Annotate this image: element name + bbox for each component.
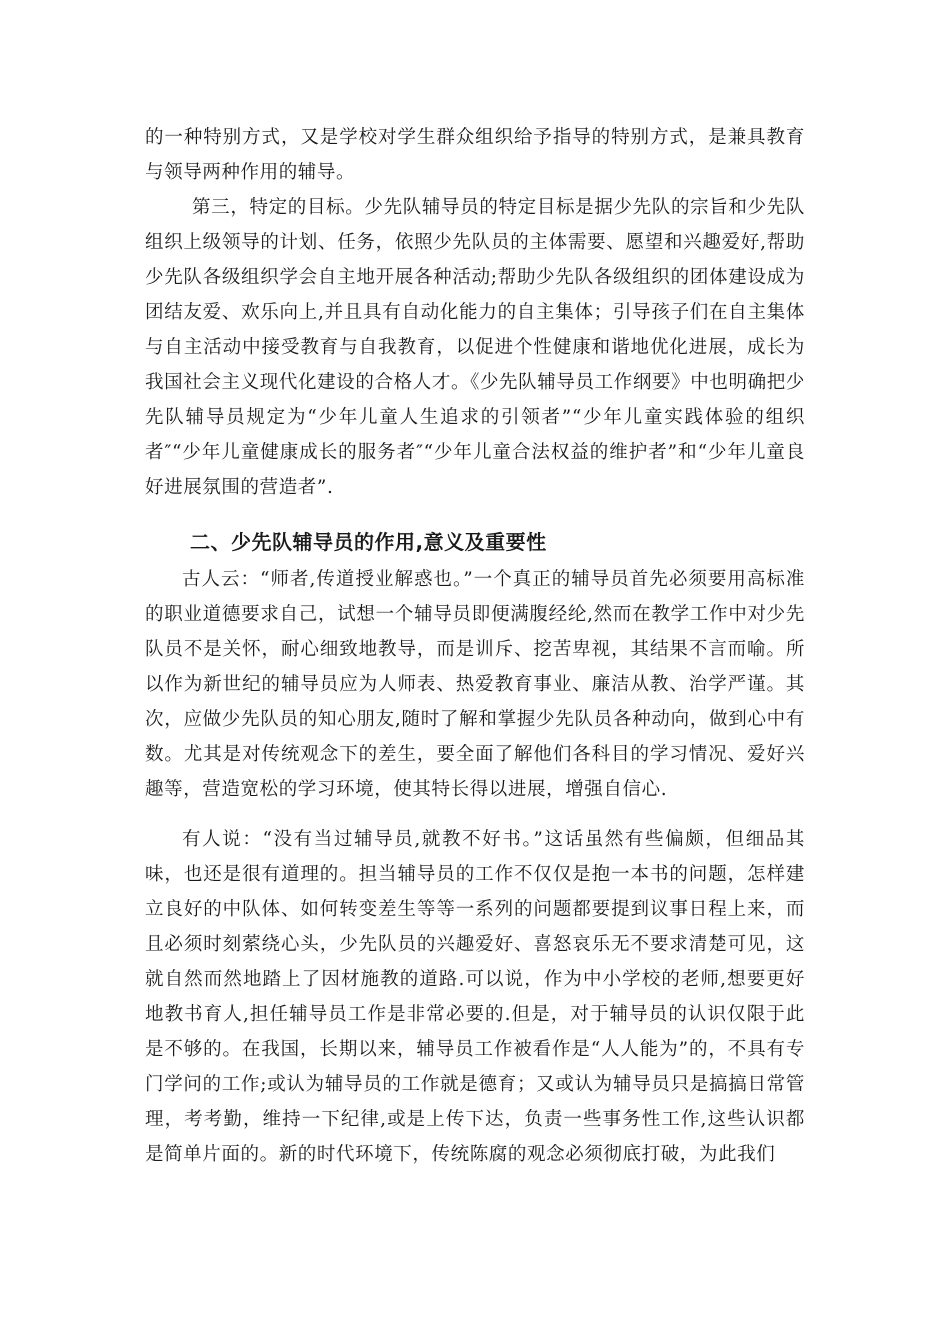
section-heading: 二、少先队辅导员的作用,意义及重要性 xyxy=(190,530,547,554)
ancients-say-paragraph: 古人云：“师者,传道授业解惑也。”一个真正的辅导员首先必须要用高标准的职业道德要求自己，试想一个辅导员即便满腹经纶,然而在教学工作中对少先队员不是关怀，耐心细致地教导，而是训斥、挖苦卑视，其结果不言而喻。所以作为新世纪的辅导员应为人师表、热爱教育事业、廉洁从教、治学严谨。其次，应做少先队员的知心朋友,随时了解和掌握少先队员各种动向，做到心中有数。尤其是对传统观念下的差生，要全面了解他们各科目的学习情况、爱好兴趣等，营造宽松的学习环境，使其特长得以进展，增强自信心. xyxy=(145,569,805,800)
third-goal-paragraph: 第三，特定的目标。少先队辅导员的特定目标是据少先队的宗旨和少先队组织上级领导的计划、任务，依照少先队员的主体需要、愿望和兴趣爱好,帮助少先队各级组织学会自主地开展各种活动;帮助少先队各级组织的团体建设成为团结友爱、欢乐向上,并且具有自动化能力的自主集体；引导孩子们在自主集体与自主活动中接受教育与自我教育，以促进个性健康和谐地优化进展，成长为我国社会主义现代化建设的合格人才。《少先队辅导员工作纲要》中也明确把少先队辅导员规定为“少年儿童人生追求的引领者”“少年儿童实践体验的组织者″“少年儿童健康成长的服务者″“少年儿童合法权益的维护者”和“少年儿童良好进展氛围的营造者”. xyxy=(145,197,805,498)
intro-continuation-paragraph: 的一种特别方式，又是学校对学生群众组织给予指导的特别方式，是兼具教育与领导两种作用的辅导。 xyxy=(145,127,805,183)
some-say-paragraph: 有人说：“没有当过辅导员,就教不好书。”这话虽然有些偏颇，但细品其味，也还是很有道理的。担当辅导员的工作不仅仅是抱一本书的问题，怎样建立良好的中队体、如何转变差生等等一系列的问题都要提到议事日程上来，而且必须时刻萦绕心头，少先队员的兴趣爱好、喜怒哀乐无不要求清楚可见，这就自然而然地踏上了因材施教的道路.可以说，作为中小学校的老师,想要更好地教书育人,担任辅导员工作是非常必要的.但是，对于辅导员的认识仅限于此是不够的。在我国，长期以来，辅导员工作被看作是“人人能为”的，不具有专门学问的工作;或认为辅导员的工作就是德育；又或认为辅导员只是搞搞日常管理，考考勤，维持一下纪律,或是上传下达，负责一些事务性工作,这些认识都是简单片面的。新的时代环境下，传统陈腐的观念必须彻底打破，为此我们 xyxy=(145,829,805,1165)
